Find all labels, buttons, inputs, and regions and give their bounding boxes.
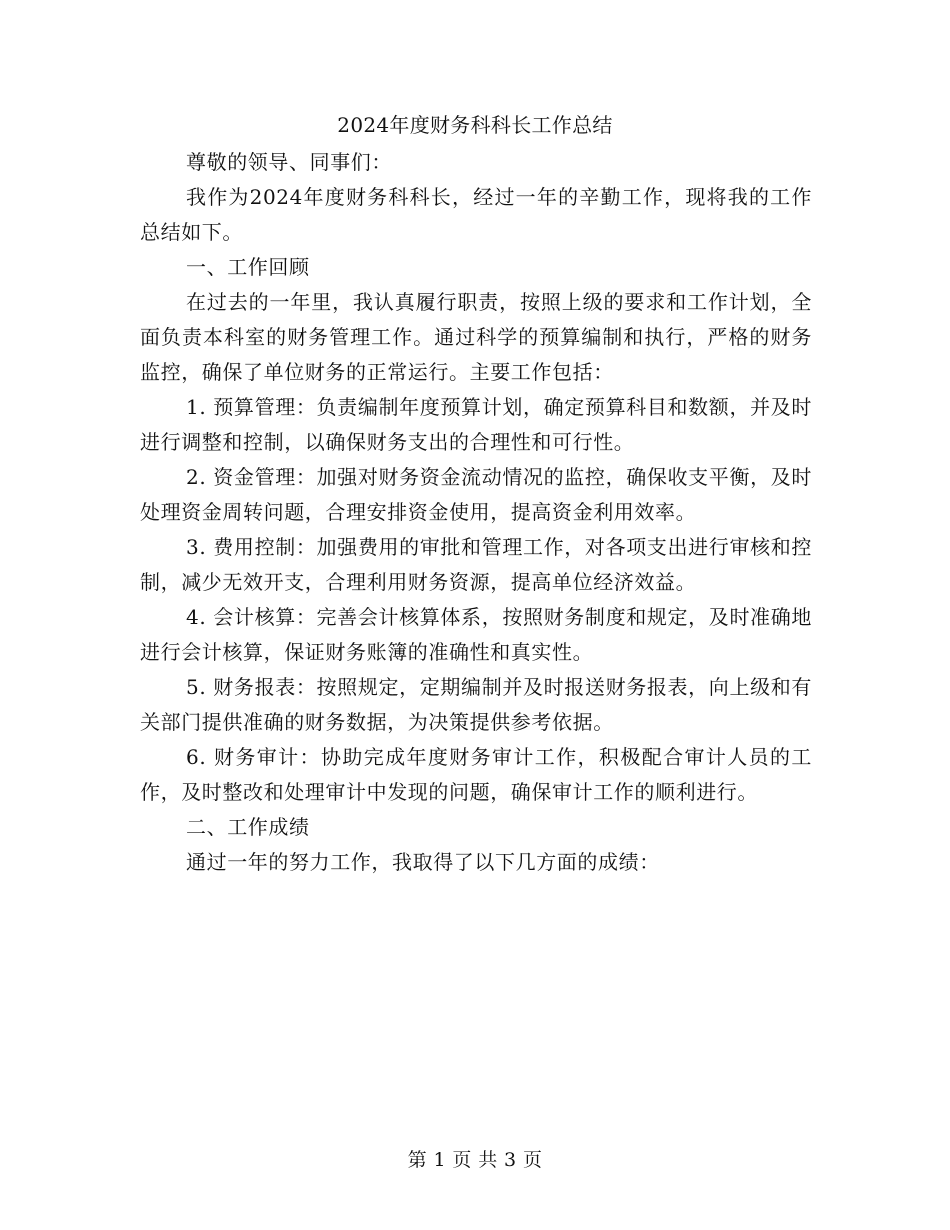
salutation: 尊敬的领导、同事们： (186, 150, 392, 174)
document-title: 2024年度财务科科长工作总结 (337, 113, 613, 137)
section-heading-achievements: 二、工作成绩 (186, 815, 310, 839)
achievements-paragraph: 通过一年的努力工作，我取得了以下几方面的成绩： (186, 850, 660, 874)
item-budget-management: 1. 预算管理：负责编制年度预算计划，确定预算科目和数额，并及时进行调整和控制，以确保财务支出的合理性和可行性。 (140, 395, 812, 454)
item-accounting: 4. 会计核算：完善会计核算体系，按照财务制度和规定，及时准确地进行会计核算，保证财务账簿的准确性和真实性。 (140, 605, 812, 664)
item-fund-management: 2. 资金管理：加强对财务资金流动情况的监控，确保收支平衡，及时处理资金周转问题，合理安排资金使用，提高资金利用效率。 (140, 465, 812, 524)
item-financial-statements: 5. 财务报表：按照规定，定期编制并及时报送财务报表，向上级和有关部门提供准确的财务数据，为决策提供参考依据。 (140, 675, 812, 734)
page-number-footer: 第 1 页 共 3 页 (407, 1149, 543, 1171)
intro-paragraph: 我作为2024年度财务科科长，经过一年的辛勤工作，现将我的工作总结如下。 (140, 185, 812, 244)
section-heading-review: 一、工作回顾 (186, 255, 310, 279)
review-paragraph: 在过去的一年里，我认真履行职责，按照上级的要求和工作计划，全面负责本科室的财务管理工作。通过科学的预算编制和执行，严格的财务监控，确保了单位财务的正常运行。主要工作包括： (140, 290, 812, 384)
document-body (140, 145, 812, 880)
item-financial-audit: 6. 财务审计：协助完成年度财务审计工作，积极配合审计人员的工作，及时整改和处理审计中发现的问题，确保审计工作的顺利进行。 (140, 745, 812, 804)
item-cost-control: 3. 费用控制：加强费用的审批和管理工作，对各项支出进行审核和控制，减少无效开支，合理利用财务资源，提高单位经济效益。 (140, 535, 812, 594)
